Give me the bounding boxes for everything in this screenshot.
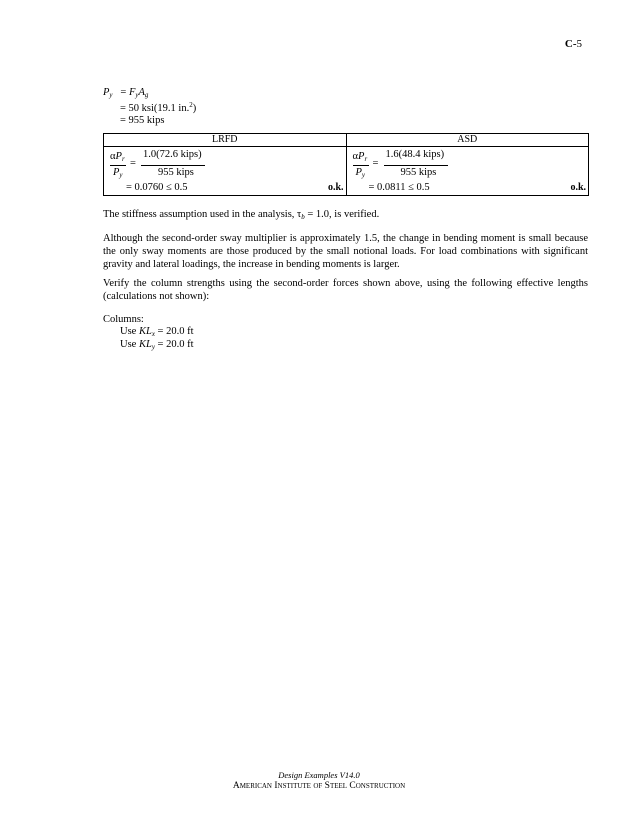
asd-numerator: 1.6(48.4 kips) xyxy=(385,149,445,160)
lrfd-cell xyxy=(104,147,346,195)
columns-use-kly: Use $KL_y = 20.0$ ft xyxy=(120,339,194,351)
lrfd-result: = 0.0760 ≤ 0.5 xyxy=(126,182,188,193)
lrfd-ok: o.k. xyxy=(327,182,344,193)
lrfd-denominator: 955 kips xyxy=(158,167,194,178)
lrfd-asd-table xyxy=(103,133,589,196)
py-equation-line1: $P_y$ = $F_yA_g$ xyxy=(103,87,149,99)
paragraph-verify: Verify the column strengths using the second-order forces shown above, using the following effective lengths (calculations not shown): xyxy=(103,278,588,302)
py-equation-line2: = 50 ksi(19.1 in.$^2$) xyxy=(120,101,197,114)
paragraph-sway-multiplier: Although the second-order sway multiplier is approximately 1.5, the change in bending moment is small because the only sway moments are those produced by the small notional loads. For load combinations with significant gravity and lateral loadings, the increase in bending moments is larger. xyxy=(103,233,588,270)
asd-ok: o.k. xyxy=(570,182,586,193)
footer-title: Design Examples V14.0 xyxy=(278,770,360,780)
asd-denominator: 955 kips xyxy=(400,167,437,178)
asd-result: = 0.0811 ≤ 0.5 xyxy=(368,182,430,193)
columns-use-klx: Use $KL_x = 20.0$ ft xyxy=(120,326,194,338)
asd-cell xyxy=(347,147,589,195)
py-equation-line3: = 955 kips xyxy=(120,115,165,126)
asd-fraction: $\alpha P_r$ $P_y$ = 1.6(48.4 kips) 955 kips xyxy=(353,149,573,181)
page-number: C-5 xyxy=(564,38,582,50)
columns-title: Columns: xyxy=(103,314,144,325)
asd-header: ASD xyxy=(457,134,478,145)
lrfd-header: LRFD xyxy=(211,134,238,145)
lrfd-fraction: $\alpha P_r$ $P_y$ = 1.0(72.6 kips) 955 kips xyxy=(110,149,330,181)
lrfd-numerator: 1.0(72.6 kips) xyxy=(143,149,202,160)
paragraph-stiffness: The stiffness assumption used in the analysis, $\tau_b = 1.0$, is verified. xyxy=(103,209,380,221)
footer-publisher: American Institute of Steel Construction xyxy=(232,781,406,791)
